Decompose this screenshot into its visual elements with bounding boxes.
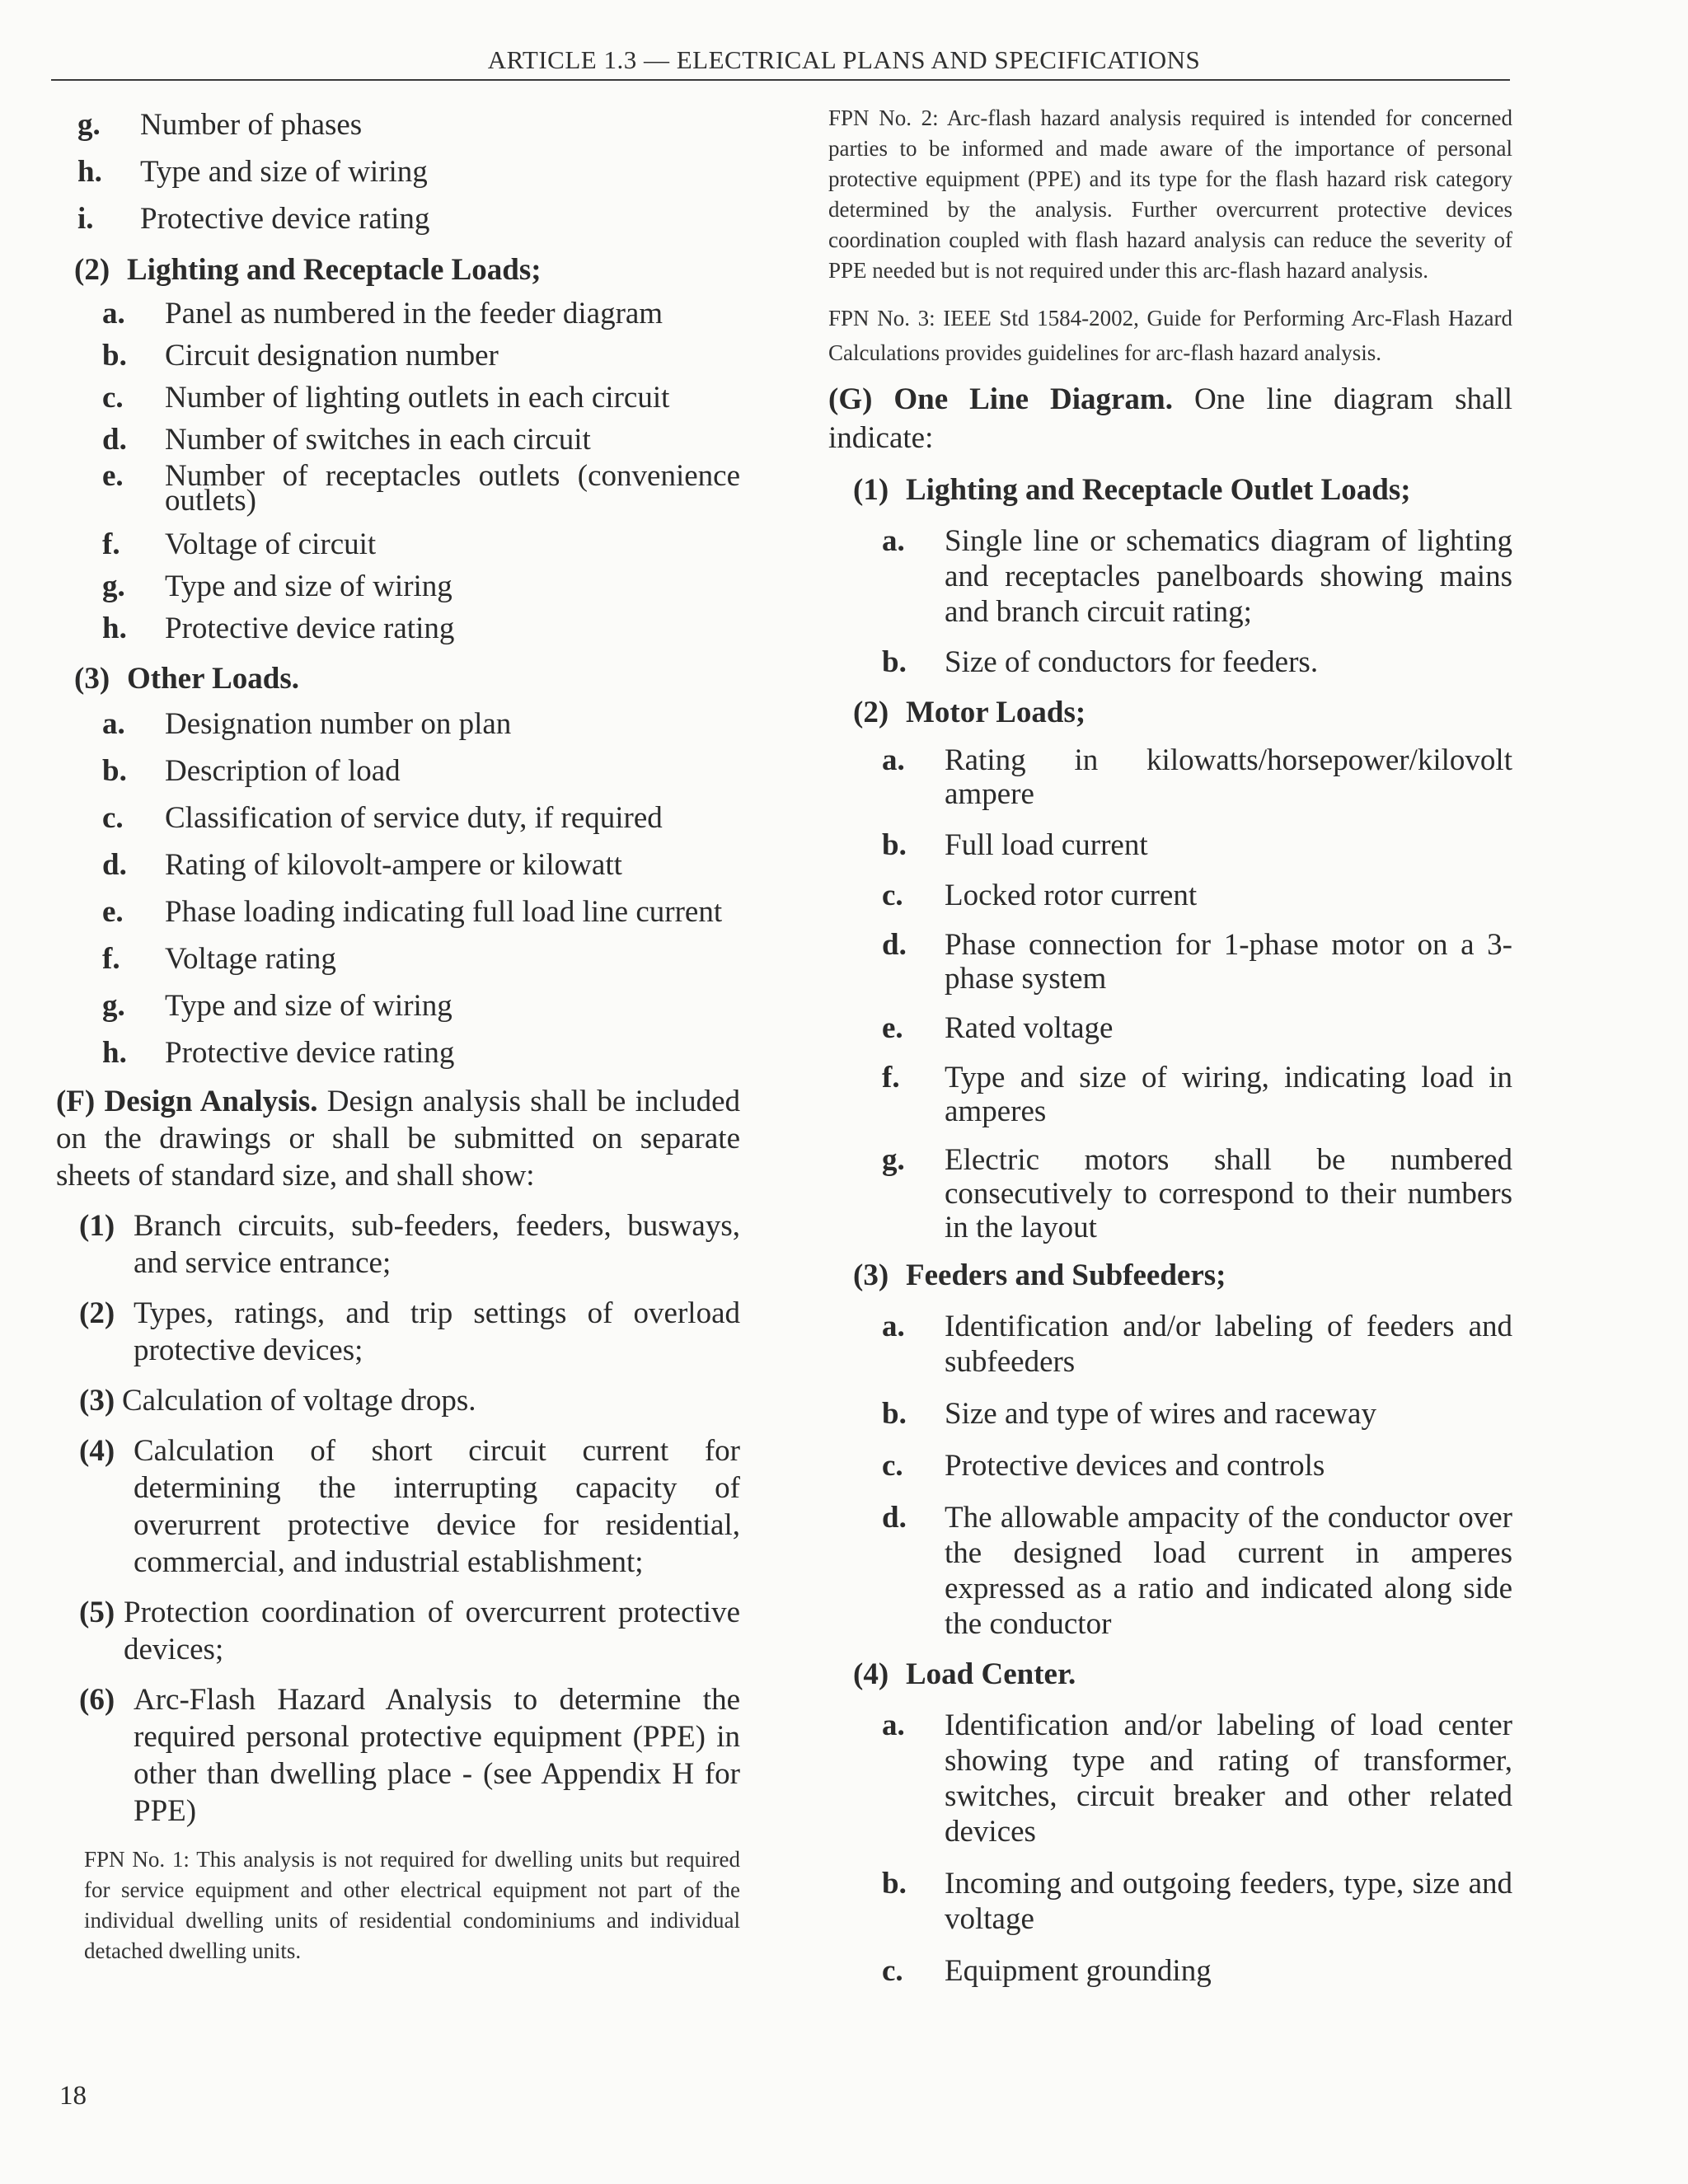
carryover-subitems bbox=[56, 107, 740, 237]
left-column bbox=[56, 103, 740, 1966]
motor-items bbox=[828, 743, 1512, 1244]
running-header: ARTICLE 1.3 — ELECTRICAL PLANS AND SPECIFICATIONS bbox=[487, 45, 1201, 74]
list-item: e. Number of receptacles outlets (convenience outlets) bbox=[102, 459, 740, 518]
design-items bbox=[56, 1207, 740, 1830]
list-item: c. Number of lighting outlets in each circuit bbox=[102, 381, 670, 415]
list-item: i. Protective device rating bbox=[77, 202, 430, 236]
list-item: g. Type and size of wiring bbox=[102, 989, 452, 1023]
list-item: c. Protective devices and controls bbox=[882, 1449, 1325, 1483]
list-item: a. Designation number on plan bbox=[102, 707, 512, 741]
section-heading: (2) Lighting and Receptacle Loads; bbox=[74, 253, 542, 287]
list-item: e. Phase loading indicating full load line current bbox=[102, 895, 723, 929]
section-heading: (2) Motor Loads; bbox=[853, 696, 1086, 729]
list-item: d. The allowable ampacity of the conductor over the designed load current in amperes expressed as a ratio and indicated along side the conductor bbox=[882, 1501, 1512, 1641]
list-item: d. Rating of kilovolt-ampere or kilowatt bbox=[102, 848, 622, 882]
page-number: 18 bbox=[59, 2081, 87, 2111]
fpn-note-3: FPN No. 3: IEEE Std 1584-2002, Guide for Performing Arc-Flash Hazard Calculations provides guidelines for arc-flash hazard analysis. bbox=[828, 306, 1512, 365]
design-analysis-paragraph bbox=[56, 1083, 740, 1194]
list-item: a. Identification and/or labeling of feeders and subfeeders bbox=[882, 1310, 1512, 1379]
list-item: a. Single line or schematics diagram of lighting and receptacles panelboards showing mains and branch circuit rating; bbox=[882, 524, 1512, 629]
list-item: a. Panel as numbered in the feeder diagram bbox=[102, 297, 663, 330]
one-line-diagram-paragraph bbox=[828, 380, 1512, 457]
list-item: g. Number of phases bbox=[77, 108, 363, 142]
list-item: b. Incoming and outgoing feeders, type, size and voltage bbox=[882, 1867, 1512, 1936]
list-item: f. Voltage of circuit bbox=[102, 527, 377, 561]
list-item: (4) Calculation of short circuit current for determining the interrupting capacity of overurrent protective device for residential, commercial, and industrial establishment; bbox=[79, 1434, 740, 1579]
list-item: c. Classification of service duty, if required bbox=[102, 801, 663, 835]
list-item: (5) Protection coordination of overcurrent protective devices; bbox=[79, 1596, 740, 1666]
load-center-items bbox=[828, 1708, 1512, 1989]
fpn-note-2: FPN No. 2: Arc-flash hazard analysis required is intended for concerned parties to be informed and made aware of the importance of personal protective equipment (PPE) and its type for the flash hazard risk category determined by the analysis. Further overcurrent protective devices coordination coupled with flash hazard analysis can reduce the severity of PPE needed but is not required under this arc-flash hazard analysis. bbox=[828, 105, 1512, 283]
one-line-text: One line diagram shall indicate: bbox=[828, 382, 1513, 455]
list-item: b. Size and type of wires and raceway bbox=[882, 1397, 1376, 1431]
list-item: b. Size of conductors for feeders. bbox=[882, 645, 1319, 679]
list-item: (3) Calculation of voltage drops. bbox=[79, 1384, 476, 1418]
feeder-items bbox=[828, 1309, 1512, 1642]
lighting-items bbox=[56, 296, 740, 646]
list-item: (1) Branch circuits, sub-feeders, feeders, busways, and service entrance; bbox=[79, 1209, 740, 1280]
list-item: c. Locked rotor current bbox=[882, 879, 1198, 912]
fpn-note-1: FPN No. 1: This analysis is not required for dwelling units but required for service equipment and other electrical equipment not part of the individual dwelling units of residential condominiums and individual detached dwelling units. bbox=[84, 1847, 740, 1963]
section-heading: (4) Load Center. bbox=[853, 1657, 1076, 1691]
list-item: g. Type and size of wiring bbox=[102, 569, 452, 603]
list-item: e. Rated voltage bbox=[882, 1011, 1114, 1045]
list-item: b. Circuit designation number bbox=[102, 339, 499, 373]
design-analysis-text: Design analysis shall be included on the drawings or shall be submitted on separate sheets of standard size, and shall show: bbox=[56, 1085, 740, 1193]
list-item: h. Protective device rating bbox=[102, 612, 455, 645]
one-line-lighting-items bbox=[828, 523, 1512, 680]
section-heading: (3) Other Loads. bbox=[74, 662, 300, 696]
list-item: h. Type and size of wiring bbox=[77, 155, 428, 189]
list-item: c. Equipment grounding bbox=[882, 1954, 1212, 1988]
list-item: b. Description of load bbox=[102, 754, 401, 788]
list-item: d. Number of switches in each circuit bbox=[102, 423, 591, 457]
other-load-items bbox=[56, 706, 740, 1071]
list-item: f. Voltage rating bbox=[102, 942, 336, 976]
list-item: (2) Types, ratings, and trip settings of overload protective devices; bbox=[79, 1296, 740, 1367]
list-item: a. Identification and/or labeling of load center showing type and rating of transformer, switches, circuit breaker and other related devices bbox=[882, 1708, 1512, 1849]
list-item: a. Rating in kilowatts/horsepower/kilovolt ampere bbox=[882, 743, 1512, 811]
list-item: g. Electric motors shall be numbered consecutively to correspond to their numbers in the layout bbox=[882, 1143, 1512, 1244]
list-item: (6) Arc-Flash Hazard Analysis to determine the required personal protective equipment (PPE) in other than dwelling place - (see Appendix H for PPE) bbox=[79, 1683, 740, 1828]
right-column bbox=[828, 103, 1512, 1989]
list-item: d. Phase connection for 1-phase motor on a 3-phase system bbox=[882, 928, 1512, 996]
section-heading: (3) Feeders and Subfeeders; bbox=[853, 1258, 1226, 1292]
section-heading: (1) Lighting and Receptacle Outlet Loads; bbox=[853, 473, 1411, 507]
header-rule bbox=[51, 79, 1510, 81]
one-line-heading: (G) One Line Diagram. bbox=[828, 382, 1173, 416]
list-item: f. Type and size of wiring, indicating load in amperes bbox=[882, 1061, 1512, 1128]
design-analysis-heading: (F) Design Analysis. bbox=[56, 1085, 318, 1118]
list-item: b. Full load current bbox=[882, 828, 1148, 862]
list-item: h. Protective device rating bbox=[102, 1036, 455, 1070]
